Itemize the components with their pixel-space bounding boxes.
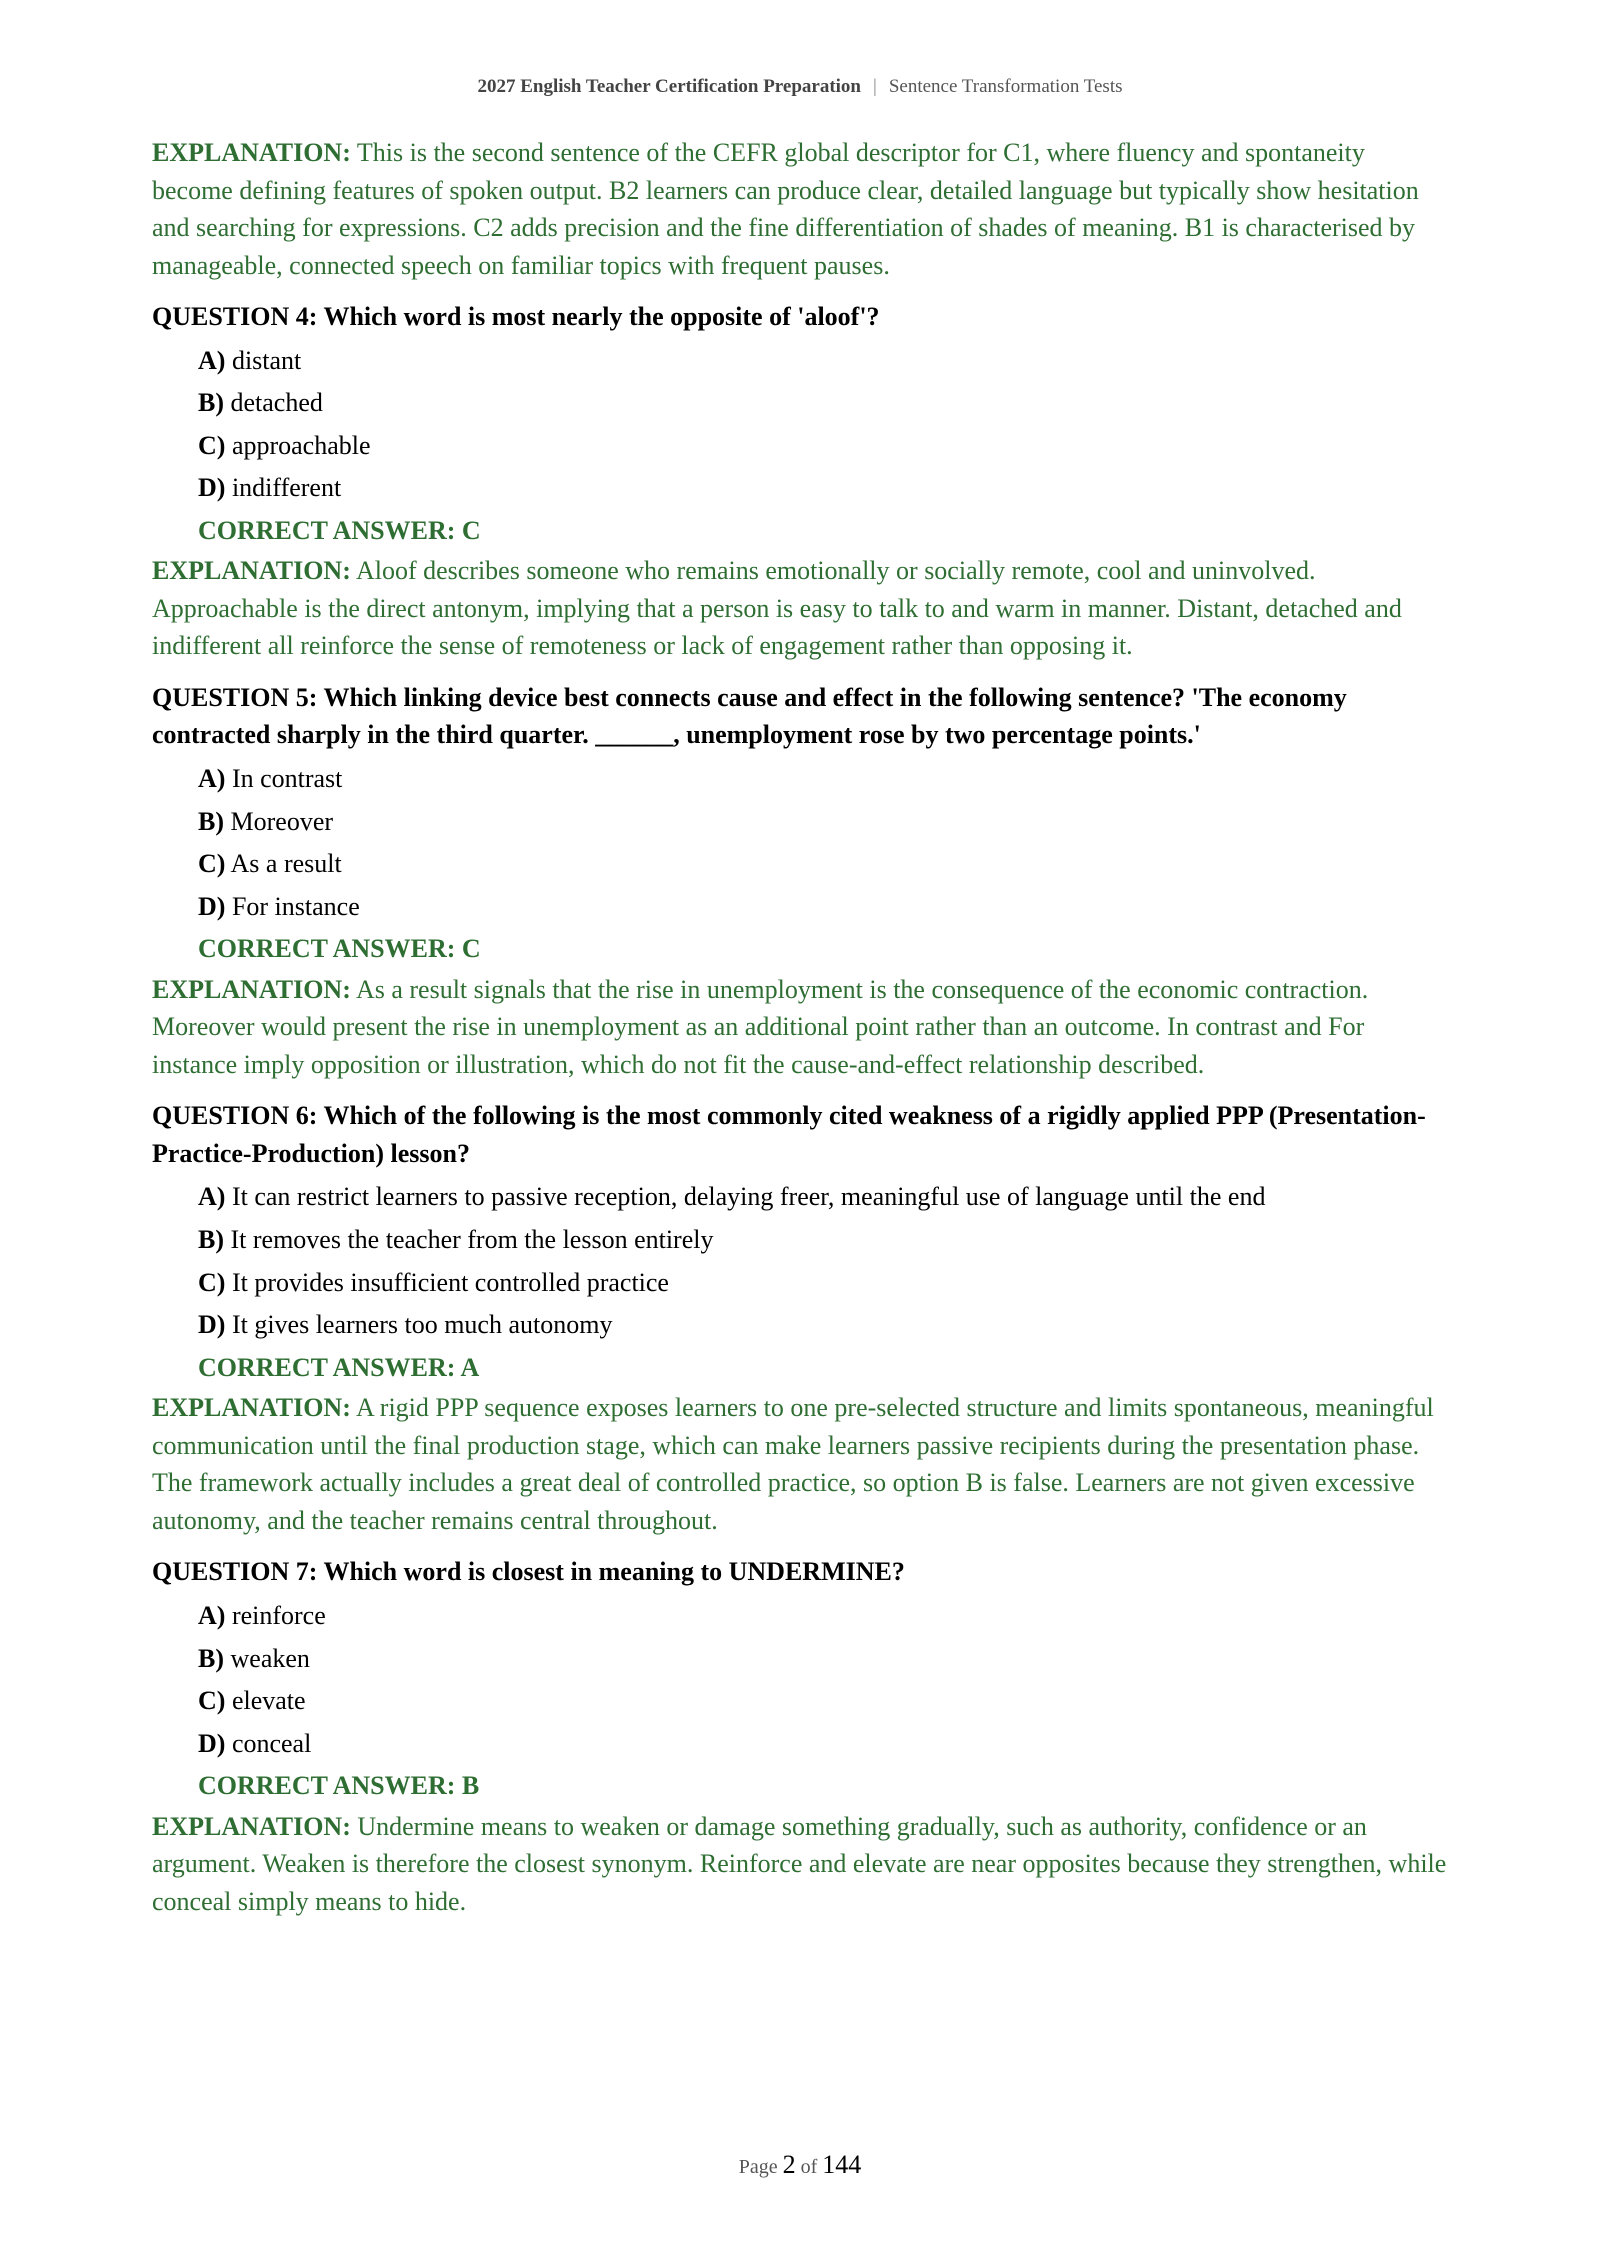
question-block-5 <box>152 679 1452 1083</box>
option-letter: D) <box>198 891 226 921</box>
explanation-text: This is the second sentence of the CEFR global descriptor for C1, where fluency and spontaneity become defining features of spoken output. B2 learners can produce clear, detailed language but typically show hesitation and searching for expressions. C2 adds precision and the fine differentiation of shades of meaning. B1 is characterised by manageable, connected speech on familiar topics with frequent pauses. <box>152 138 1419 280</box>
correct-answer: CORRECT ANSWER: B <box>198 1771 480 1801</box>
question-block-4 <box>152 298 1452 665</box>
option-text: For instance <box>231 891 360 921</box>
option-letter: B) <box>198 1643 224 1673</box>
options-list <box>198 1176 1452 1346</box>
question-block-7 <box>152 1553 1452 1920</box>
option-d <box>198 467 1452 510</box>
total-pages: 144 <box>822 2150 862 2179</box>
explanation-text: Undermine means to weaken or damage something gradually, such as authority, confidence or an argument. Weaken is therefore the closest synonym. Reinforce and elevate are near opposites because they strengthen, while conceal simply means to hide. <box>152 1811 1447 1916</box>
option-letter: C) <box>198 1686 226 1716</box>
option-text: approachable <box>231 430 371 460</box>
explanation-text: Aloof describes someone who remains emotionally or socially remote, cool and uninvolved. Approachable is the direct antonym, implying that a person is easy to talk to and warm in manner. Distant, detached and indifferent all reinforce the sense of remoteness or lack of engagement rather than opposing it. <box>152 556 1402 661</box>
option-text: indifferent <box>231 473 342 503</box>
explanation <box>152 1808 1452 1921</box>
header-subtitle: Sentence Transformation Tests <box>888 76 1123 97</box>
explanation-label: EXPLANATION: <box>152 1393 351 1423</box>
option-d <box>198 886 1452 929</box>
page-footer <box>0 2150 1600 2180</box>
option-text: Moreover <box>230 806 334 836</box>
option-letter: B) <box>198 806 224 836</box>
options-list <box>198 1595 1452 1765</box>
option-a <box>198 340 1452 383</box>
option-letter: B) <box>198 1225 224 1255</box>
option-letter: A) <box>198 345 226 375</box>
option-text: elevate <box>231 1686 306 1716</box>
page-word: Page <box>738 2156 778 2178</box>
header-separator: | <box>873 76 877 97</box>
option-c <box>198 1680 1452 1723</box>
page-number: 2 <box>782 2150 796 2179</box>
explanation-text: A rigid PPP sequence exposes learners to one pre-selected structure and limits spontaneous, meaningful communication until the final production stage, which can make learners passive recipients during the presentation phase. The framework actually includes a great deal of controlled practice, so option B is false. Learners are not given excessive autonomy, and the teacher remains central throughout. <box>152 1393 1434 1535</box>
option-letter: A) <box>198 763 226 793</box>
option-text: reinforce <box>231 1600 326 1630</box>
option-d <box>198 1304 1452 1347</box>
question-block-6 <box>152 1097 1452 1539</box>
option-letter: B) <box>198 388 224 418</box>
option-b <box>198 1219 1452 1262</box>
option-c <box>198 843 1452 886</box>
correct-answer: CORRECT ANSWER: C <box>198 515 481 545</box>
option-text: distant <box>231 345 302 375</box>
option-letter: C) <box>198 849 226 879</box>
option-text: conceal <box>231 1728 312 1758</box>
option-text: detached <box>230 388 323 418</box>
option-letter: A) <box>198 1182 226 1212</box>
explanation <box>152 971 1452 1084</box>
option-b <box>198 801 1452 844</box>
option-c <box>198 425 1452 468</box>
option-letter: D) <box>198 473 226 503</box>
option-d <box>198 1723 1452 1766</box>
option-text: weaken <box>230 1643 310 1673</box>
option-text: It removes the teacher from the lesson entirely <box>230 1225 714 1255</box>
header-title: 2027 English Teacher Certification Preparation <box>477 76 861 97</box>
option-a <box>198 1176 1452 1219</box>
page-header <box>0 76 1600 98</box>
page-content <box>152 134 1452 1934</box>
of-word: of <box>800 2156 818 2178</box>
options-list <box>198 758 1452 928</box>
option-letter: C) <box>198 1267 226 1297</box>
option-text: It gives learners too much autonomy <box>231 1310 613 1340</box>
option-text: It provides insufficient controlled practice <box>231 1267 669 1297</box>
explanation-label: EXPLANATION: <box>152 974 351 1004</box>
options-list <box>198 340 1452 510</box>
explanation <box>152 1389 1452 1539</box>
question-text: QUESTION 6: Which of the following is the most commonly cited weakness of a rigidly applied PPP (Presentation-Practice-Production) lesson? <box>152 1101 1426 1168</box>
question-text: QUESTION 4: Which word is most nearly the opposite of 'aloof'? <box>152 302 880 331</box>
explanation-text: As a result signals that the rise in unemployment is the consequence of the economic contraction. Moreover would present the rise in unemployment as an additional point rather than an outcome. In contrast and For instance imply opposition or illustration, which do not fit the cause-and-effect relationship described. <box>152 974 1369 1079</box>
intro-explanation <box>152 134 1452 284</box>
option-c <box>198 1262 1452 1305</box>
explanation <box>152 552 1452 665</box>
option-text: In contrast <box>231 763 343 793</box>
correct-answer: CORRECT ANSWER: A <box>198 1352 480 1382</box>
option-text: As a result <box>230 849 342 879</box>
option-b <box>198 1638 1452 1681</box>
explanation-label: EXPLANATION: <box>152 1811 351 1841</box>
question-text: QUESTION 5: Which linking device best connects cause and effect in the following sentence? 'The economy contracted sharply in the third quarter. ______, unemployment rose by two percentage points.' <box>152 682 1347 750</box>
option-letter: A) <box>198 1600 226 1630</box>
option-text: It can restrict learners to passive reception, delaying freer, meaningful use of language until the end <box>231 1182 1266 1212</box>
option-letter: D) <box>198 1310 226 1340</box>
option-a <box>198 1595 1452 1638</box>
explanation-label: EXPLANATION: <box>152 556 351 586</box>
question-text: QUESTION 7: Which word is closest in meaning to UNDERMINE? <box>152 1557 905 1587</box>
correct-answer: CORRECT ANSWER: C <box>198 934 481 964</box>
option-b <box>198 382 1452 425</box>
option-letter: D) <box>198 1728 226 1758</box>
option-a <box>198 758 1452 801</box>
explanation-label: EXPLANATION: <box>152 138 351 167</box>
option-letter: C) <box>198 430 226 460</box>
